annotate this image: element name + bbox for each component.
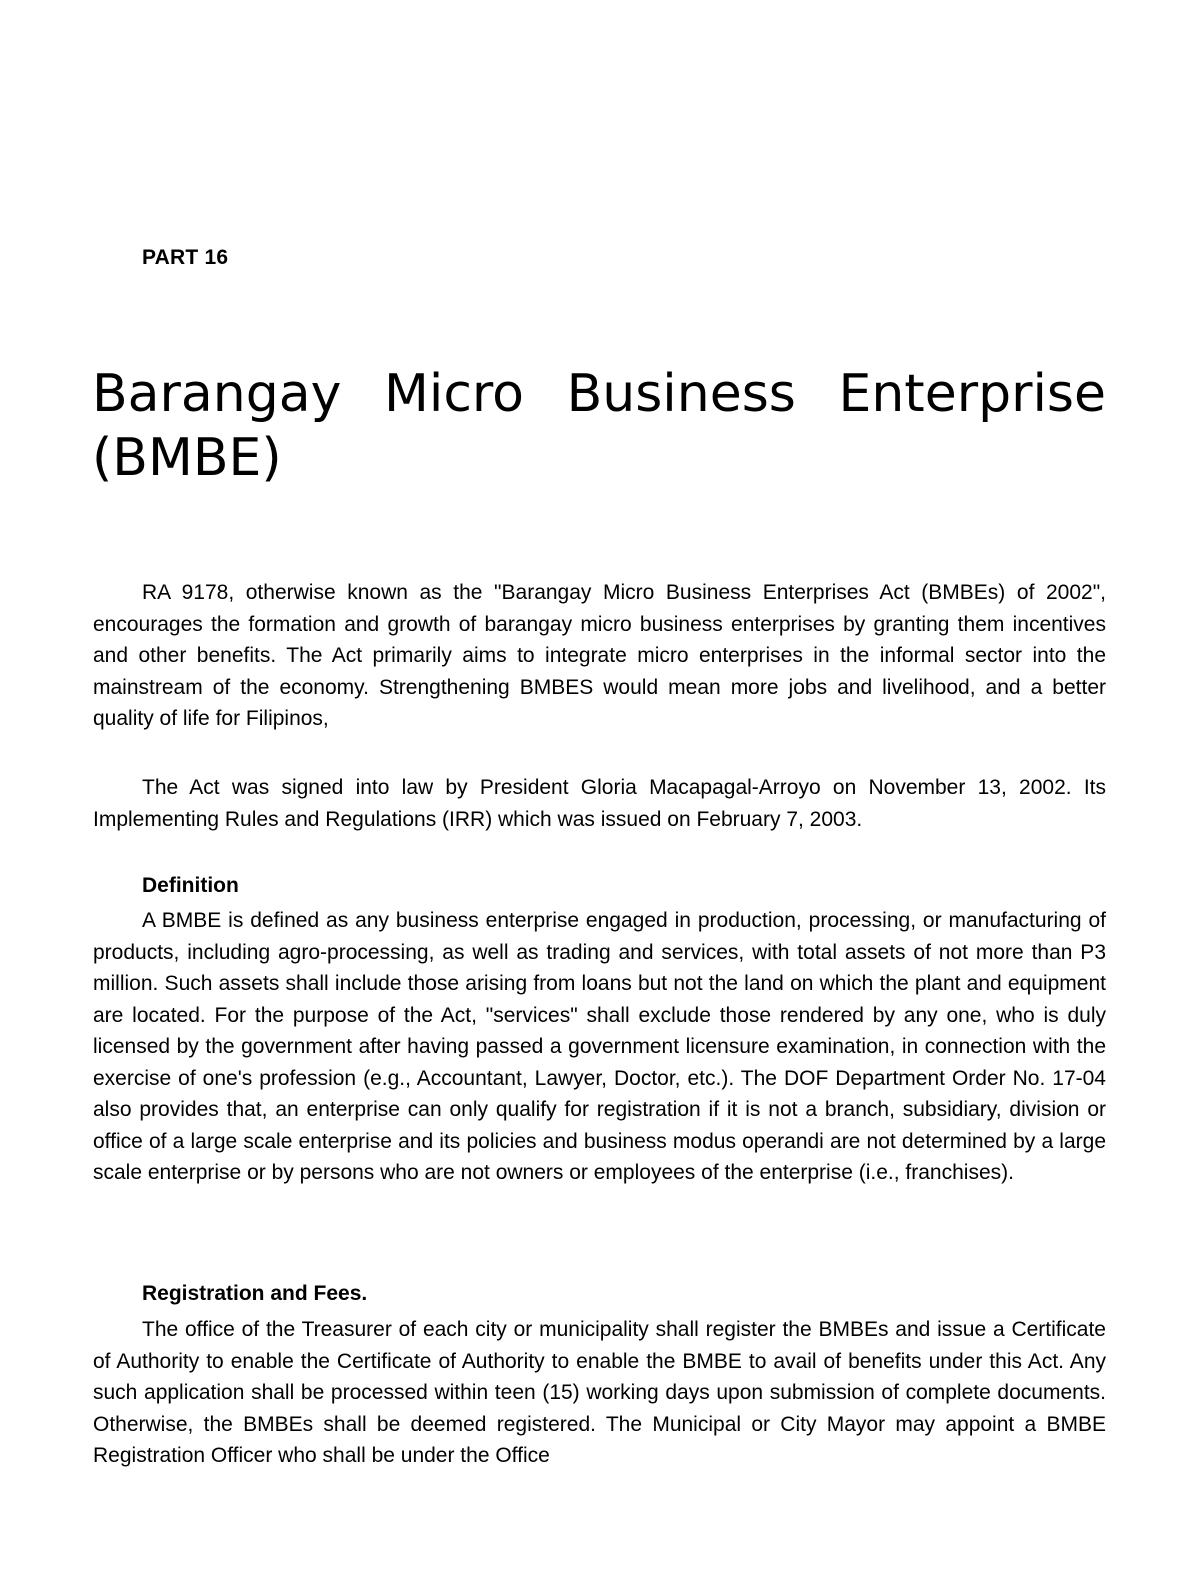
- definition-heading: Definition: [142, 874, 239, 897]
- definition-paragraph: A BMBE is defined as any business enterprise engaged in production, processing, or manufacturing of products, including agro-processing, as well as trading and services, with total assets of not more than P3 million. Such assets shall include those arising from loans but not the land on which the plant and equipment are located. For the purpose of the Act, "services" shall exclude those rendered by any one, who is duly licensed by the government after having passed a government licensure examination, in connection with the exercise of one's profession (e.g., Accountant, Lawyer, Doctor, etc.). The DOF Department Order No. 17-04 also provides that, an enterprise can only qualify for registration if it is not a branch, subsidiary, division or office of a large scale enterprise and its policies and business modus operandi are not determined by a large scale enterprise or by persons who are not owners or employees of the enterprise (i.e., franchises).: [93, 909, 1106, 1184]
- registration-heading: Registration and Fees.: [142, 1282, 368, 1305]
- signed-paragraph-block: [93, 772, 1106, 835]
- definition-paragraph-block: [93, 905, 1106, 1189]
- document-title: Barangay Micro Business Enterprise (BMBE): [92, 364, 1106, 488]
- signed-paragraph: The Act was signed into law by President Gloria Macapagal-Arroyo on November 13, 2002. Its Implementing Rules and Regulations (IRR) which was issued on February 7, 2003.: [93, 776, 1106, 831]
- registration-paragraph: The office of the Treasurer of each city or municipality shall register the BMBEs and issue a Certificate of Authority to enable the Certificate of Authority to enable the BMBE to avail of benefits under this Act. Any such application shall be processed within teen (15) working days upon submission of complete documents. Otherwise, the BMBEs shall be deemed registered. The Municipal or City Mayor may appoint a BMBE Registration Officer who shall be under the Office: [93, 1318, 1106, 1467]
- intro-paragraph: RA 9178, otherwise known as the "Barangay Micro Business Enterprises Act (BMBEs) of 2002", encourages the formation and growth of barangay micro business enterprises by granting them incentives and other benefits. The Act primarily aims to integrate micro enterprises in the informal sector into the mainstream of the economy. Strengthening BMBES would mean more jobs and livelihood, and a better quality of life for Filipinos,: [93, 581, 1106, 730]
- intro-paragraph-block: [93, 577, 1106, 735]
- part-label: PART 16: [142, 246, 229, 269]
- registration-paragraph-block: [93, 1314, 1106, 1472]
